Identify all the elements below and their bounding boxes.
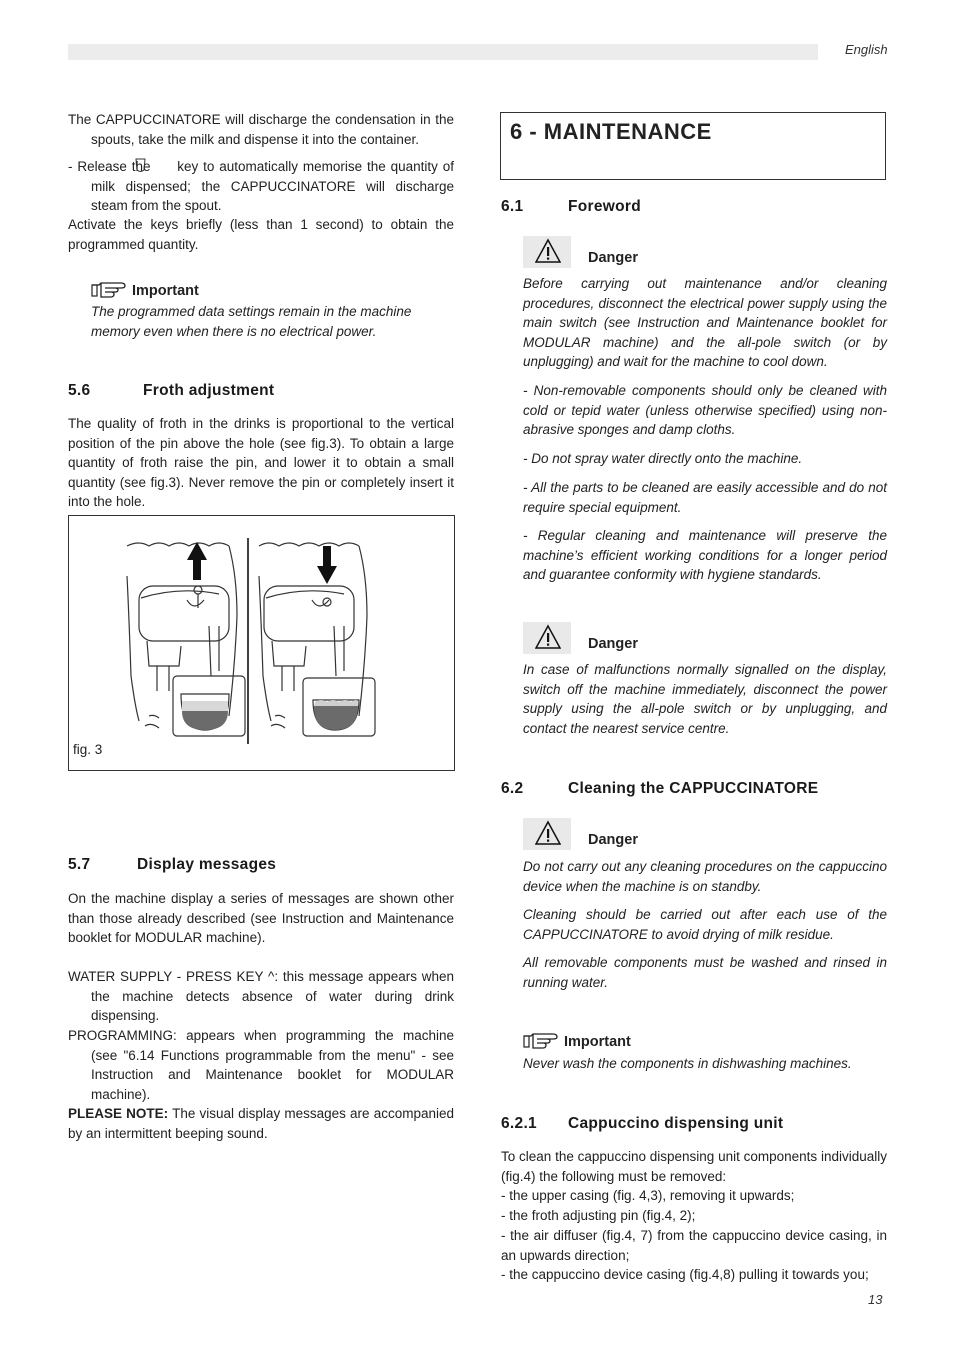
paragraph-programming: PROGRAMMING: appears when programming the machine (see "6.14 Functions programmable from the menu" - see Instruction and Maintenance booklet for MODULAR machine). [68,1028,454,1102]
section-6-2-heading [501,780,818,798]
chapter-heading-box [500,112,886,180]
pointing-hand-icon [91,281,129,304]
note-text: The visual display messages are accompanied by an intermittent beeping sound. [68,1106,454,1141]
key-icon [157,158,170,174]
list-item: - the upper casing (fig. 4,3), removing it upwards; [501,1188,795,1203]
figure-caption: fig. 3 [73,742,103,757]
section-6-1-heading [501,198,641,216]
danger-title-1: Danger [588,250,638,266]
release-text-a: - Release the [68,159,151,174]
paragraph-please-note [68,1104,454,1143]
chapter-title: 6 - MAINTENANCE [510,119,712,144]
danger-item-3: - All the parts to be cleaned are easily accessible and do not require special equipment. [523,480,887,515]
section-number: 5.7 [68,856,91,873]
danger-item-4: - Regular cleaning and maintenance will preserve the machine’s efficient working conditions for a longer period and guarantee conformity with hygiene standards. [523,528,887,583]
header-language: English [845,42,888,57]
danger-title-3: Danger [588,832,638,848]
danger-text-1: Before carrying out maintenance and/or cleaning procedures, disconnect the electrical power supply using the main switch (see Instruction and Maintenance booklet for MODULAR machine) and the all-pole switch (or by unplugging) and wait for the machine to cool down. [523,276,887,370]
section-number: 5.6 [68,382,91,399]
warning-triangle-icon [523,622,571,654]
important-title: Important [132,283,199,299]
danger-title-2: Danger [588,636,638,652]
paragraph-froth: The quality of froth in the drinks is proportional to the vertical position of the pin above the hole (see fig.3). To obtain a large quantity of froth raise the pin, and lower it to obtain a small quantity (see fig.3). Never remove the pin or completely insert it into the hole. [68,416,454,510]
danger-text-3c: All removable components must be washed and rinsed in running water. [523,955,887,990]
list-item: - the air diffuser (fig.4, 7) from the cappuccino device casing, in an upwards direction; [501,1228,887,1263]
important-text-right: Never wash the components in dishwashing machines. [523,1056,852,1071]
warning-triangle-icon [523,818,571,850]
section-title: Froth adjustment [143,382,275,399]
release-text-b: key to automatically memorise the quantity of milk dispensed; the CAPPUCCINATORE will discharge steam from the spout. [91,159,454,214]
section-title: Cleaning the CAPPUCCINATORE [568,780,819,797]
header-bar [68,44,818,60]
section-5-6-heading [68,382,274,400]
section-number: 6.2 [501,780,524,797]
danger-text-2: In case of malfunctions normally signalled on the display, switch off the machine immediately, disconnect the power supply using the all-pole switch or by unplugging, and contact the nearest service centre. [523,662,887,736]
paragraph-activate-keys: Activate the keys briefly (less than 1 second) to obtain the programmed quantity. [68,217,454,252]
danger-item-1: - Non-removable components should only be cleaned with cold or tepid water (unless otherwise specified) using non-abrasive sponges and damp cloths. [523,383,887,438]
section-title: Cappuccino dispensing unit [568,1115,784,1132]
paragraph-water-supply: WATER SUPPLY - PRESS KEY ^: this message appears when the machine detects absence of water during drink dispensing. [68,969,454,1024]
paragraph-discharge: The CAPPUCCINATORE will discharge the condensation in the spouts, take the milk and dispense it into the container. [68,112,454,147]
important-text: The programmed data settings remain in the machine memory even when there is no electrical power. [91,304,412,339]
pointing-hand-icon [523,1032,561,1055]
section-6-2-1-heading [501,1115,783,1133]
list-item: - the froth adjusting pin (fig.4, 2); [501,1208,696,1223]
important-title-right: Important [564,1034,631,1050]
paragraph-release-key [68,157,454,216]
section-5-7-heading [68,856,276,874]
page-number: 13 [868,1292,883,1307]
section-title: Display messages [137,856,277,873]
paragraph-display-messages: On the machine display a series of messages are shown other than those already described (see Instruction and Maintenance booklet for MODULAR machine). [68,891,454,946]
section-title: Foreword [568,198,642,215]
list-item: - the cappuccino device casing (fig.4,8) pulling it towards you; [501,1267,869,1282]
note-label: PLEASE NOTE: [68,1106,169,1121]
figure-3 [68,515,455,771]
danger-text-3a: Do not carry out any cleaning procedures on the cappuccino device when the machine is on standby. [523,859,887,894]
warning-triangle-icon [523,236,571,268]
paragraph-dispensing-unit: To clean the cappuccino dispensing unit components individually (fig.4) the following must be removed: [501,1149,887,1184]
froth-pin-illustration [69,516,454,770]
danger-item-2: - Do not spray water directly onto the machine. [523,451,803,466]
danger-text-3b: Cleaning should be carried out after each use of the CAPPUCCINATORE to avoid drying of milk residue. [523,907,887,942]
section-number: 6.1 [501,198,524,215]
section-number: 6.2.1 [501,1115,537,1132]
